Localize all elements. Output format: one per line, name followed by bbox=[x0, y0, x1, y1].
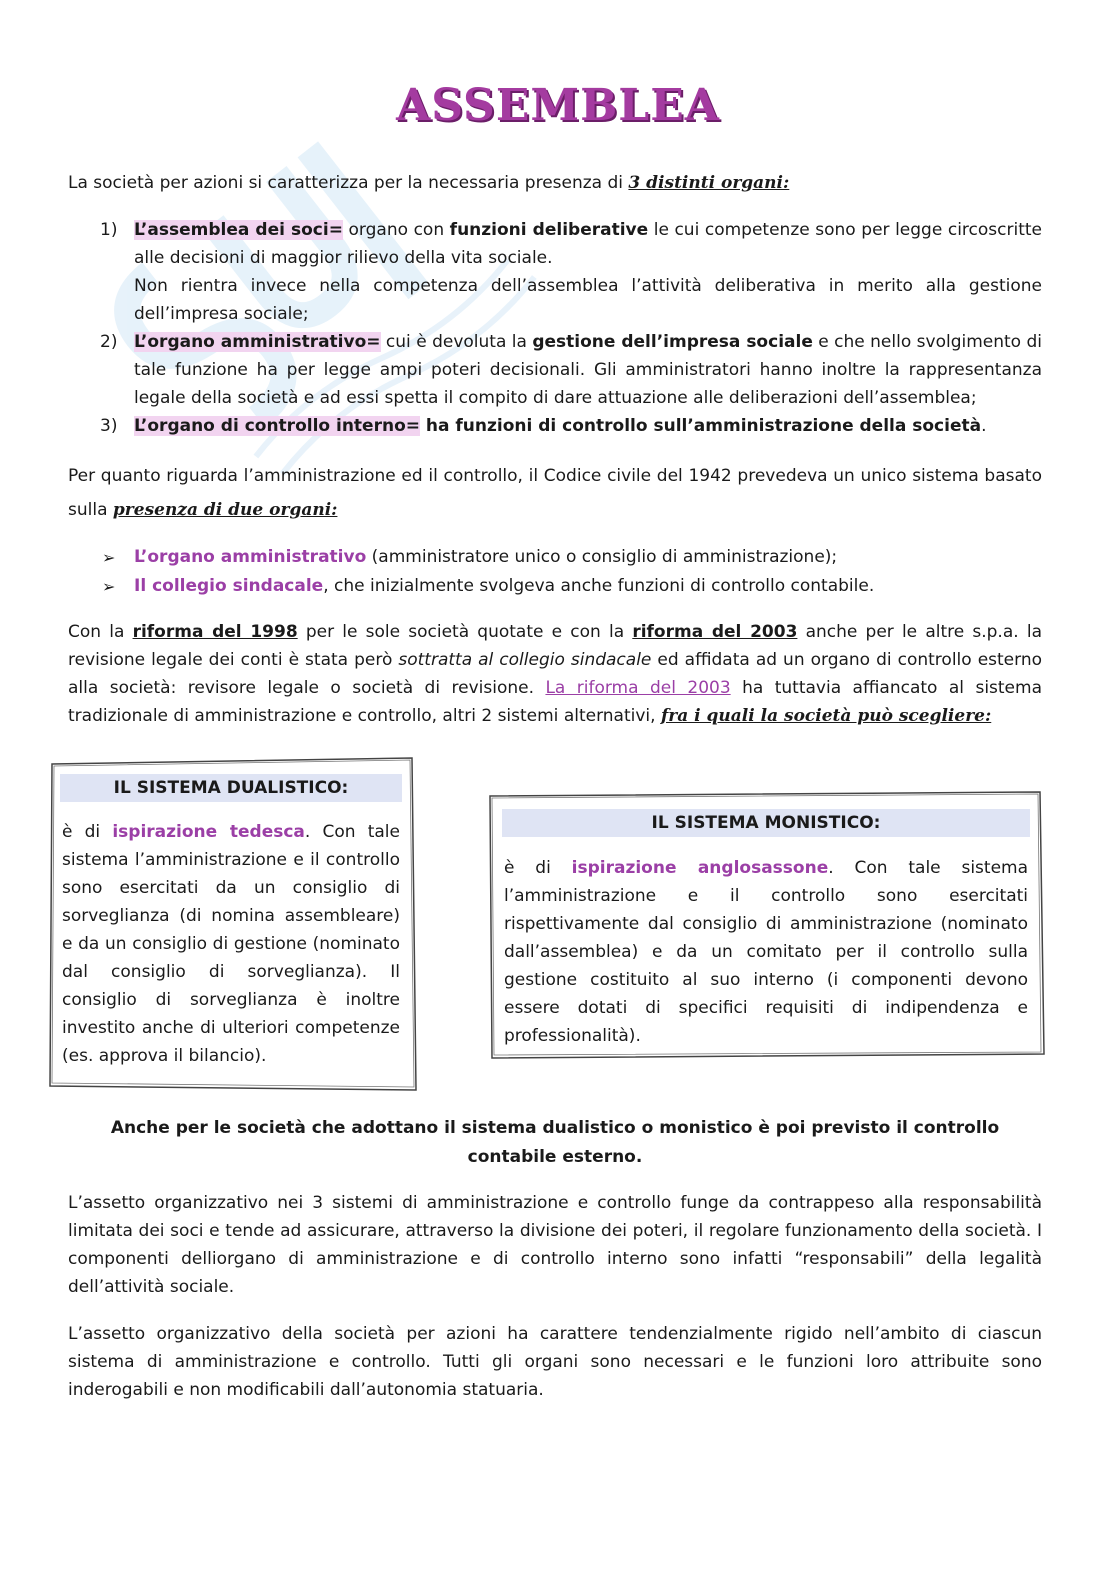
box-text: è di bbox=[504, 858, 572, 878]
reform-text: ed affidata ad un organo di controllo esterno alla società: revisore legale o società di revisione. bbox=[68, 650, 1042, 698]
organ-label: L’organo amministrativo= bbox=[134, 332, 381, 352]
organ-label: L’organo amministrativo bbox=[134, 547, 367, 567]
list-item bbox=[98, 412, 1042, 440]
organ-text: le cui competenze sono per legge circoscritte alle decisioni di maggior rilievo della vita sociale. bbox=[134, 220, 1043, 268]
box-heading: IL SISTEMA MONISTICO: bbox=[502, 809, 1030, 837]
reform-text: Con la bbox=[68, 622, 133, 642]
reform-paragraph bbox=[68, 618, 1042, 730]
system-intro-text: Per quanto riguarda l’amministrazione ed il controllo, il Codice civile del 1942 prevedeva un unico sistema basato sulla bbox=[68, 466, 1042, 520]
organ-text: (amministratore unico o consiglio di amministrazione); bbox=[366, 547, 838, 567]
organ-bold: ha funzioni di controllo sull’amministrazione della società bbox=[420, 416, 982, 436]
reform-text: anche per le altre s.p.a. la revisione legale dei conti è stata però bbox=[68, 622, 1042, 670]
box-highlight: ispirazione tedesca bbox=[112, 822, 305, 842]
arrow-bullet-icon: ➢ bbox=[102, 577, 116, 596]
organs-list bbox=[98, 216, 1042, 440]
organ-label: Il collegio sindacale bbox=[134, 576, 324, 596]
paragraph-1: L’assetto organizzativo nei 3 sistemi di amministrazione e controllo funge da contrappeso alla responsabilità limitata dei soci e tende ad assicurare, attraverso la divisione dei poteri, il regolare funzionamento della società. I componenti delliorgano di amministrazione e di controllo interno sono infatti “responsabili” della legalità dell’attività sociale. bbox=[68, 1193, 1042, 1297]
external-control-note: Anche per le società che adottano il sistema dualistico o monistico è poi previsto il controllo contabile esterno. bbox=[110, 1118, 1000, 1167]
intro-paragraph bbox=[68, 169, 1042, 197]
list-number: 3) bbox=[100, 416, 118, 436]
two-organs-list bbox=[100, 543, 1040, 601]
list-number: 1) bbox=[100, 220, 118, 240]
reform-underlined: riforma del 2003 bbox=[632, 622, 798, 642]
box-heading: IL SISTEMA DUALISTICO: bbox=[60, 774, 402, 802]
organ-text: , che inizialmente svolgeva anche funzioni di controllo contabile. bbox=[323, 576, 875, 596]
box-highlight: ispirazione anglosassone bbox=[571, 858, 829, 878]
organ-label: L’organo di controllo interno= bbox=[134, 416, 420, 436]
organ-text: Non rientra invece nella competenza dell’assemblea l’attività deliberativa in merito alla gestione dell’impresa sociale; bbox=[134, 276, 1042, 324]
list-item bbox=[100, 572, 1040, 601]
organ-bold: gestione dell’impresa sociale bbox=[532, 332, 813, 352]
organ-text: organo con bbox=[342, 220, 450, 240]
reform-text: ha tuttavia affiancato al sistema tradizionale di amministrazione e controllo, altri 2 sistemi alternativi, bbox=[68, 678, 1042, 726]
monistic-box bbox=[488, 790, 1046, 1062]
reform-emphasis: fra i quali la società può scegliere: bbox=[660, 706, 992, 726]
system-intro-paragraph bbox=[68, 459, 1042, 527]
list-item bbox=[98, 216, 1042, 328]
organ-text: . bbox=[981, 416, 987, 436]
system-intro-emphasis: presenza di due organi: bbox=[112, 500, 338, 520]
intro-emphasis: 3 distinti organi: bbox=[628, 173, 790, 193]
organ-label: L’assemblea dei soci= bbox=[134, 220, 343, 240]
reform-link[interactable]: La riforma del 2003 bbox=[545, 678, 731, 698]
dualistic-box bbox=[48, 756, 420, 1096]
box-body bbox=[62, 818, 400, 1070]
organ-text: cui è devoluta la bbox=[380, 332, 533, 352]
reform-italic: sottratta al collegio sindacale bbox=[398, 650, 652, 670]
intro-text: La società per azioni si caratterizza per la necessaria presenza di bbox=[68, 173, 629, 193]
list-number: 2) bbox=[100, 332, 118, 352]
list-item bbox=[100, 543, 1040, 572]
list-item bbox=[98, 328, 1042, 412]
reform-underlined: riforma del 1998 bbox=[132, 622, 298, 642]
paragraph-2: L’assetto organizzativo della società per azioni ha carattere tendenzialmente rigido nell’ambito di ciascun sistema di amministrazione e controllo. Tutti gli organi sono necessari e le funzioni loro attribuite sono inderogabili e non modificabili dall’autonomia statuaria. bbox=[68, 1324, 1042, 1400]
organ-bold: funzioni deliberative bbox=[449, 220, 649, 240]
box-text: . Con tale sistema l’amministrazione e il controllo sono esercitati rispettivamente dal consiglio di amministrazione (nominato dall’assemblea) e da un comitato per il controllo sulla gestione costituito al suo interno (i componenti devono essere dotati di specifici requisiti di indipendenza e professionalità). bbox=[504, 858, 1029, 1046]
reform-text: per le sole società quotate e con la bbox=[297, 622, 633, 642]
box-body bbox=[504, 854, 1028, 1050]
box-text: . Con tale sistema l’amministrazione e il controllo sono esercitati da un consiglio di sorveglianza (di nomina assembleare) e da un consiglio di gestione (nominato dal consiglio di sorveglianza). Il consiglio di sorveglianza è inoltre investito anche di ulteriori competenze (es. approva il bilancio). bbox=[62, 822, 400, 1066]
page-title: ASSEMBLEA bbox=[396, 80, 720, 131]
arrow-bullet-icon: ➢ bbox=[102, 548, 116, 567]
organ-text: e che nello svolgimento di tale funzione ha per legge ampi poteri decisionali. Gli amministratori hanno inoltre la rappresentanza legale della società e ad essi spetta il compito di dare attuazione alle deliberazioni dell’assemblea; bbox=[134, 332, 1042, 408]
box-text: è di bbox=[62, 822, 113, 842]
